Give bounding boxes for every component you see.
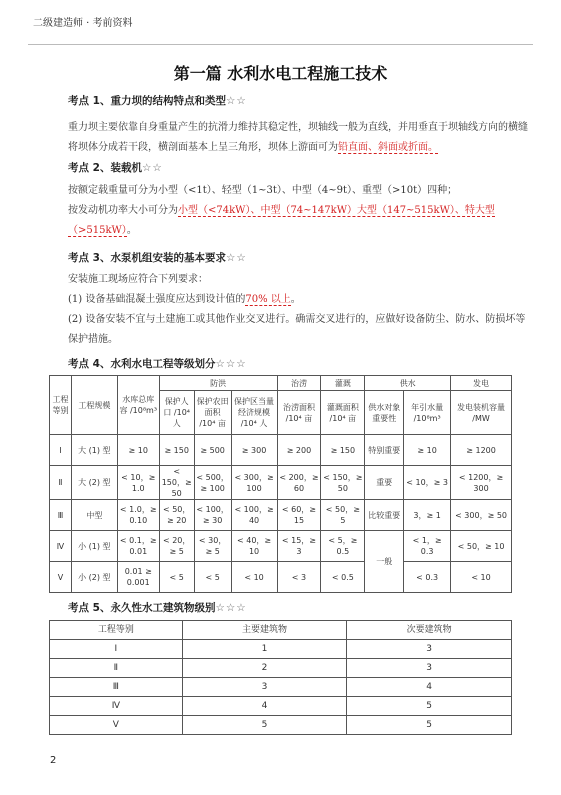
section-3-item-1-highlight: 70% 以上 [245,294,291,305]
cell-secondary: 3 [347,640,512,659]
cell-scale: 小 (1) 型 [71,531,117,562]
section-3-intro: 安装施工现场应符合下列要求： [68,274,208,285]
sub-header-installed-capacity: 发电装机容量 /MW [451,391,512,435]
cell-power: < 300，≥ 50 [451,500,512,531]
cell-grade: Ⅰ [50,640,183,659]
section-3-item-1 [50,290,530,310]
cell-capacity: < 10，≥ 1.0 [117,466,159,500]
cell-supply: 一般 [365,531,404,593]
table-row [50,531,512,562]
section-2-line-2-suffix: 。 [126,225,137,236]
cell-drainage: < 15，≥ 3 [277,531,321,562]
water-supply-group-header: 供水 [365,376,451,391]
cell-grade: Ⅱ [50,466,72,500]
cell-drainage: < 60，≥ 15 [277,500,321,531]
section-1-text: 重力坝主要依靠自身重量产生的抗滑力维持其稳定性，坝轴线一般为直线，并用垂直于坝轴线方向的横缝将坝体分成若干段，横剖面基本上呈三角形，坝体上游面可为 [68,122,528,153]
section-2-heading [68,160,163,175]
cell-capacity: < 0.1，≥ 0.01 [117,531,159,562]
cell-grade: Ⅳ [50,531,72,562]
cell-capacity: ≥ 10 [117,435,159,466]
cell-main: 1 [182,640,347,659]
cell-irrigation: < 150，≥ 50 [321,466,365,500]
cell-irrigation: ≥ 150 [321,435,365,466]
table-row [50,697,512,716]
cell-population: < 20，≥ 5 [159,531,194,562]
table-row [50,716,512,735]
page-title: 第一篇 水利水电工程施工技术 [173,64,388,83]
cell-grade: Ⅴ [50,716,183,735]
section-3-stars: ☆☆ [225,252,247,264]
section-3-heading [68,250,247,265]
sub-header-supply-importance: 供水对象重要性 [365,391,404,435]
section-5-heading-text: 考点 5、永久性水工建筑物级别 [68,602,216,614]
table-row [50,500,512,531]
section-3-item-1-suffix: 。 [290,294,301,305]
cell-secondary: 4 [347,678,512,697]
cell-farmland: < 30，≥ 5 [194,531,231,562]
section-1-highlight: 铅直面、斜面或折面。 [338,142,438,153]
cell-annual: < 10，≥ 3 [404,466,451,500]
cell-grade: Ⅰ [50,435,72,466]
structure-level-table [49,620,512,735]
cell-economy: < 100，≥ 40 [231,500,277,531]
cell-supply: 比较重要 [365,500,404,531]
irrigation-group-header: 灌溉 [321,376,365,391]
cell-main: 2 [182,659,347,678]
header-secondary-building: 次要建筑物 [347,621,512,640]
cell-drainage: < 3 [277,562,321,593]
section-5-stars: ☆☆☆ [215,602,247,614]
structure-table-header [50,621,512,640]
section-3-heading-text: 考点 3、水泵机组安装的基本要求 [68,252,226,264]
scale-col-header: 工程规模 [71,376,117,435]
cell-farmland: < 100，≥ 30 [194,500,231,531]
sub-header-farmland: 保护农田面积 /10⁴ 亩 [194,391,231,435]
cell-economy: < 40，≥ 10 [231,531,277,562]
page-header: 二级建造师 · 考前资料 [33,18,133,29]
sub-header-economy: 保护区当量经济规模 /10⁴ 人 [231,391,277,435]
table-row [50,466,512,500]
cell-farmland: < 500，≥ 100 [194,466,231,500]
power-group-header: 发电 [451,376,512,391]
cell-farmland: ≥ 500 [194,435,231,466]
table-row [50,640,512,659]
cell-main: 5 [182,716,347,735]
table-row [50,678,512,697]
flood-group-header: 防洪 [159,376,277,391]
grade-table-header-row-1 [50,376,512,391]
cell-secondary: 5 [347,697,512,716]
grade-col-header: 工程等别 [50,376,72,435]
cell-annual: < 1，≥ 0.3 [404,531,451,562]
table-row [50,435,512,466]
section-4-heading-text: 考点 4、水利水电工程等级划分 [68,358,216,370]
section-2-heading-text: 考点 2、装载机 [68,162,142,174]
cell-grade: Ⅱ [50,659,183,678]
sub-header-population: 保护人口 /10⁴ 人 [159,391,194,435]
cell-grade: Ⅴ [50,562,72,593]
cell-scale: 中型 [71,500,117,531]
cell-annual: < 0.3 [404,562,451,593]
header-divider [28,44,533,45]
cell-population: < 5 [159,562,194,593]
grade-table [49,375,512,593]
section-1-heading [68,93,247,108]
header-grade: 工程等别 [50,621,183,640]
section-2-line-1: 按额定载重量可分为小型（<1t）、轻型（1~3t）、中型（4~9t）、重型（>10t）四种； [68,185,458,196]
section-2-line-2-highlight: 小型（<74kW）、中型（74~147kW）大型（147~515kW）、特大型（>515kW） [68,205,495,236]
cell-scale: 小 (2) 型 [71,562,117,593]
cell-grade: Ⅳ [50,697,183,716]
cell-annual: ≥ 10 [404,435,451,466]
cell-economy: ≥ 300 [231,435,277,466]
section-2-stars: ☆☆ [141,162,163,174]
cell-secondary: 5 [347,716,512,735]
cell-economy: < 10 [231,562,277,593]
cell-supply: 特别重要 [365,435,404,466]
cell-main: 3 [182,678,347,697]
table-row [50,659,512,678]
cell-capacity: < 1.0，≥ 0.10 [117,500,159,531]
cell-irrigation: < 0.5 [321,562,365,593]
cell-scale: 大 (1) 型 [71,435,117,466]
header-main-building: 主要建筑物 [182,621,347,640]
section-1-heading-text: 考点 1、重力坝的结构特点和类型 [68,95,226,107]
cell-population: < 50，≥ 20 [159,500,194,531]
cell-drainage: ≥ 200 [277,435,321,466]
cell-irrigation: < 50，≥ 5 [321,500,365,531]
cell-farmland: < 5 [194,562,231,593]
cell-economy: < 300，≥ 100 [231,466,277,500]
sub-header-drainage-area: 治涝面积 /10⁴ 亩 [277,391,321,435]
section-1-stars: ☆☆ [225,95,247,107]
section-2-line-2-prefix: 按发动机功率大小可分为 [68,205,178,216]
cell-population: < 150，≥ 50 [159,466,194,500]
section-2-line-2 [50,201,530,241]
cell-irrigation: < 5，≥ 0.5 [321,531,365,562]
cell-main: 4 [182,697,347,716]
cell-capacity: 0.01 ≥ 0.001 [117,562,159,593]
cell-power: ≥ 1200 [451,435,512,466]
cell-supply: 重要 [365,466,404,500]
section-4-stars: ☆☆☆ [215,358,247,370]
section-4-heading [68,356,247,371]
section-1-paragraph [50,118,530,158]
cell-power: < 50，≥ 10 [451,531,512,562]
cell-annual: 3，≥ 1 [404,500,451,531]
page-number: 2 [50,755,57,766]
capacity-col-header: 水库总库容 /10⁸m³ [117,376,159,435]
cell-power: < 1200，≥ 300 [451,466,512,500]
cell-grade: Ⅲ [50,500,72,531]
cell-scale: 大 (2) 型 [71,466,117,500]
cell-grade: Ⅲ [50,678,183,697]
cell-population: ≥ 150 [159,435,194,466]
section-3-item-1-prefix: (1) 设备基础混凝土强度应达到设计值的 [68,294,246,305]
sub-header-annual-water: 年引水量 /10⁸m³ [404,391,451,435]
sub-header-irrigation-area: 灌溉面积 /10⁴ 亩 [321,391,365,435]
cell-power: < 10 [451,562,512,593]
cell-secondary: 3 [347,659,512,678]
table-row [50,562,512,593]
section-5-heading [68,600,247,615]
drainage-group-header: 治涝 [277,376,321,391]
section-3-item-2: (2) 设备安装不宜与土建施工或其他作业交叉进行。确需交叉进行的，应做好设备防尘、防水、防损坏等保护措施。 [68,314,526,345]
cell-drainage: < 200，≥ 60 [277,466,321,500]
